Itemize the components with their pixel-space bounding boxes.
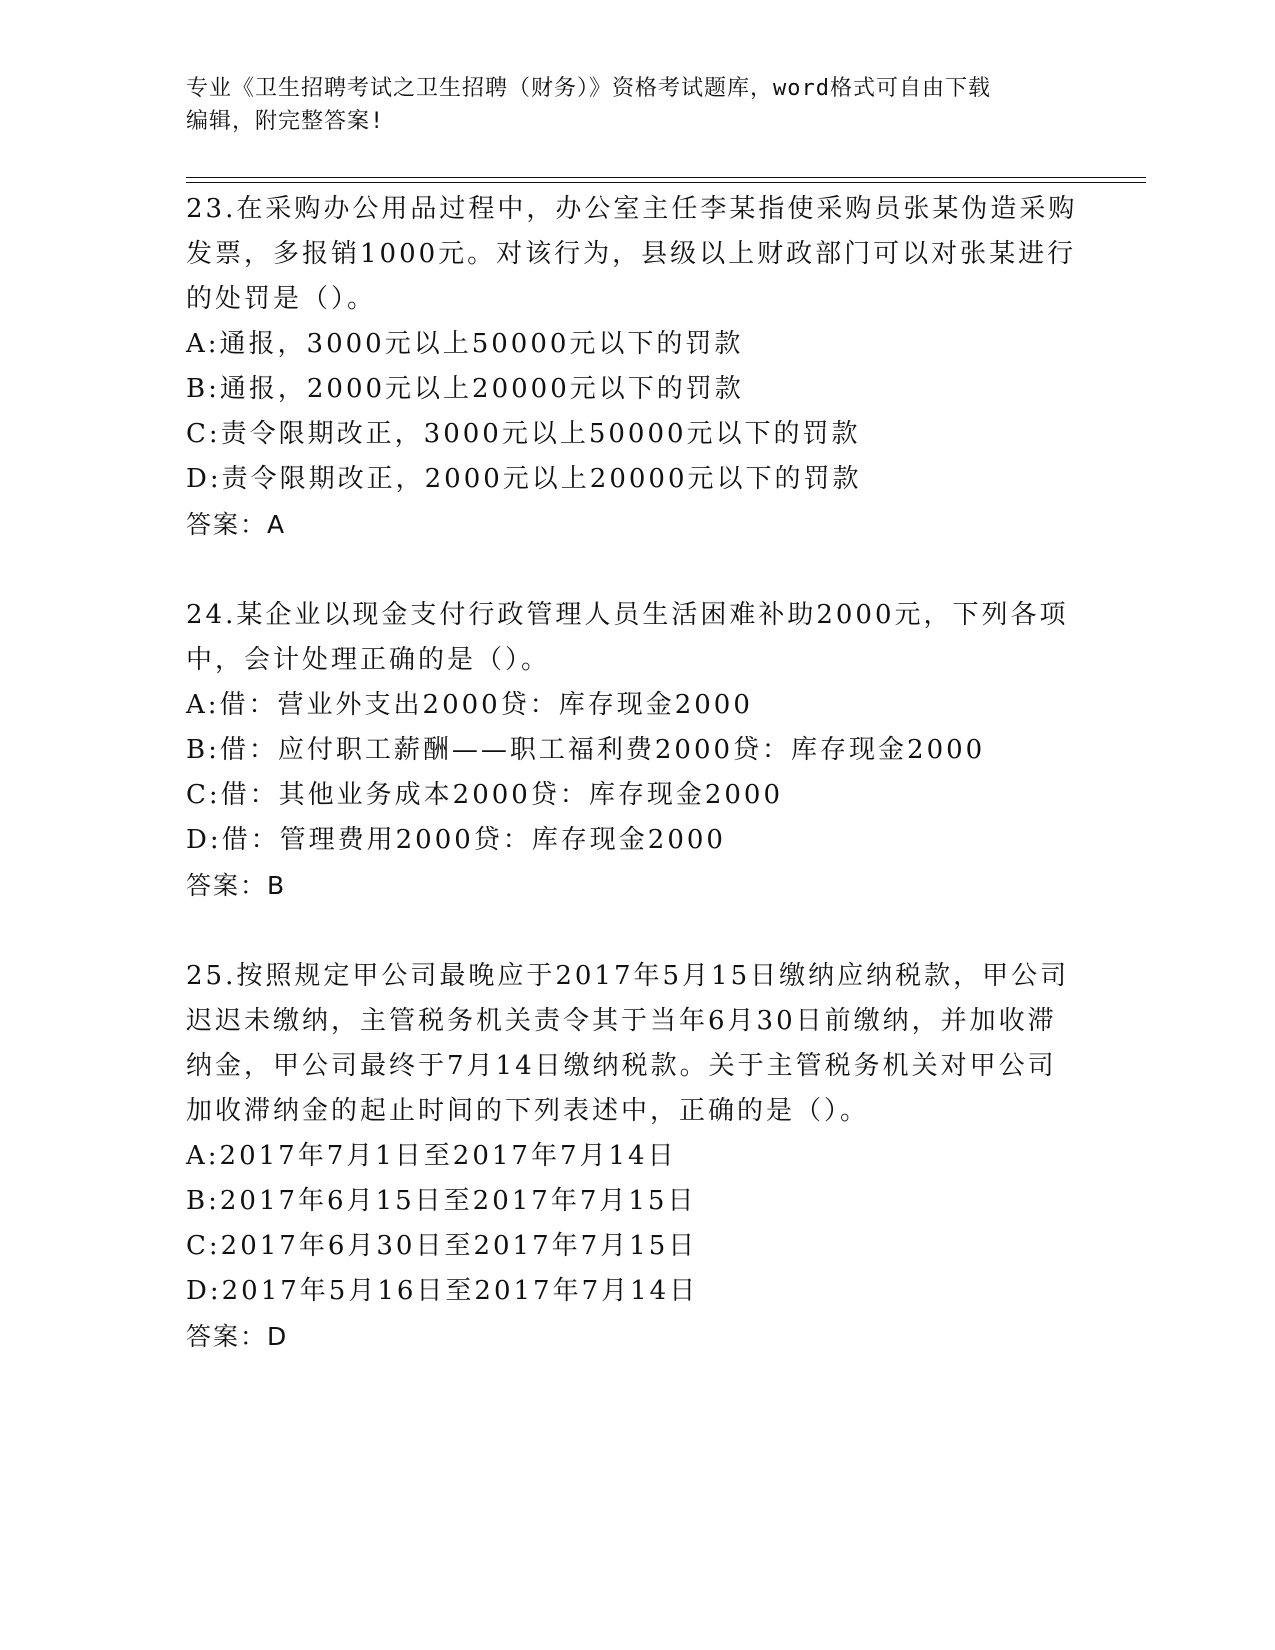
stem-line: 发票，多报销1000元。对该行为，县级以上财政部门可以对张某进行 xyxy=(186,239,1077,269)
option-d: D:2017年5月16日至2017年7月14日 xyxy=(186,1276,699,1306)
stem-line: 纳金，甲公司最终于7月14日缴纳税款。关于主管税务机关对甲公司 xyxy=(186,1051,1057,1081)
option-c: C:2017年6月30日至2017年7月15日 xyxy=(186,1231,698,1261)
option-d: D:借：管理费用2000贷：库存现金2000 xyxy=(186,825,726,855)
option-c: C:责令限期改正，3000元以上50000元以下的罚款 xyxy=(186,419,861,449)
stem-line: 的处罚是（）。 xyxy=(186,284,377,314)
option-c: C:借：其他业务成本2000贷：库存现金2000 xyxy=(186,780,783,810)
option-a: A:通报，3000元以上50000元以下的罚款 xyxy=(186,329,744,359)
stem-line: 25.按照规定甲公司最晚应于2017年5月15日缴纳应纳税款，甲公司 xyxy=(186,961,1070,991)
answer: 答案：D xyxy=(186,1322,289,1351)
option-d: D:责令限期改正，2000元以上20000元以下的罚款 xyxy=(186,464,862,494)
answer: 答案：B xyxy=(186,871,287,900)
document-header xyxy=(186,72,1066,138)
option-a: A:2017年7月1日至2017年7月14日 xyxy=(186,1141,677,1171)
option-b: B:借：应付职工薪酬——职工福利费2000贷：库存现金2000 xyxy=(186,735,986,765)
stem-line: 加收滞纳金的起止时间的下列表述中，正确的是（）。 xyxy=(186,1096,870,1126)
header-divider-top xyxy=(186,177,1146,178)
header-line-1: 专业《卫生招聘考试之卫生招聘（财务）》资格考试题库，word格式可自由下载 xyxy=(186,76,991,101)
question-list xyxy=(186,187,1086,1405)
stem-line: 24.某企业以现金支付行政管理人员生活困难补助2000元，下列各项 xyxy=(186,600,1069,630)
answer: 答案：A xyxy=(186,510,287,539)
question-stem xyxy=(186,954,1086,1134)
question-24 xyxy=(186,593,1086,908)
stem-line: 迟迟未缴纳，主管税务机关责令其于当年6月30日前缴纳，并加收滞 xyxy=(186,1006,1057,1036)
stem-line: 23.在采购办公用品过程中，办公室主任李某指使采购员张某伪造采购 xyxy=(186,194,1078,224)
option-b: B:通报，2000元以上20000元以下的罚款 xyxy=(186,374,744,404)
header-line-2: 编辑，附完整答案! xyxy=(186,109,385,134)
question-23 xyxy=(186,187,1086,547)
header-divider-bottom xyxy=(186,182,1146,183)
question-stem xyxy=(186,187,1086,322)
option-b: B:2017年6月15日至2017年7月15日 xyxy=(186,1186,697,1216)
question-stem xyxy=(186,593,1086,683)
stem-line: 中，会计处理正确的是（）。 xyxy=(186,645,551,675)
question-25 xyxy=(186,954,1086,1359)
option-a: A:借：营业外支出2000贷：库存现金2000 xyxy=(186,690,753,720)
